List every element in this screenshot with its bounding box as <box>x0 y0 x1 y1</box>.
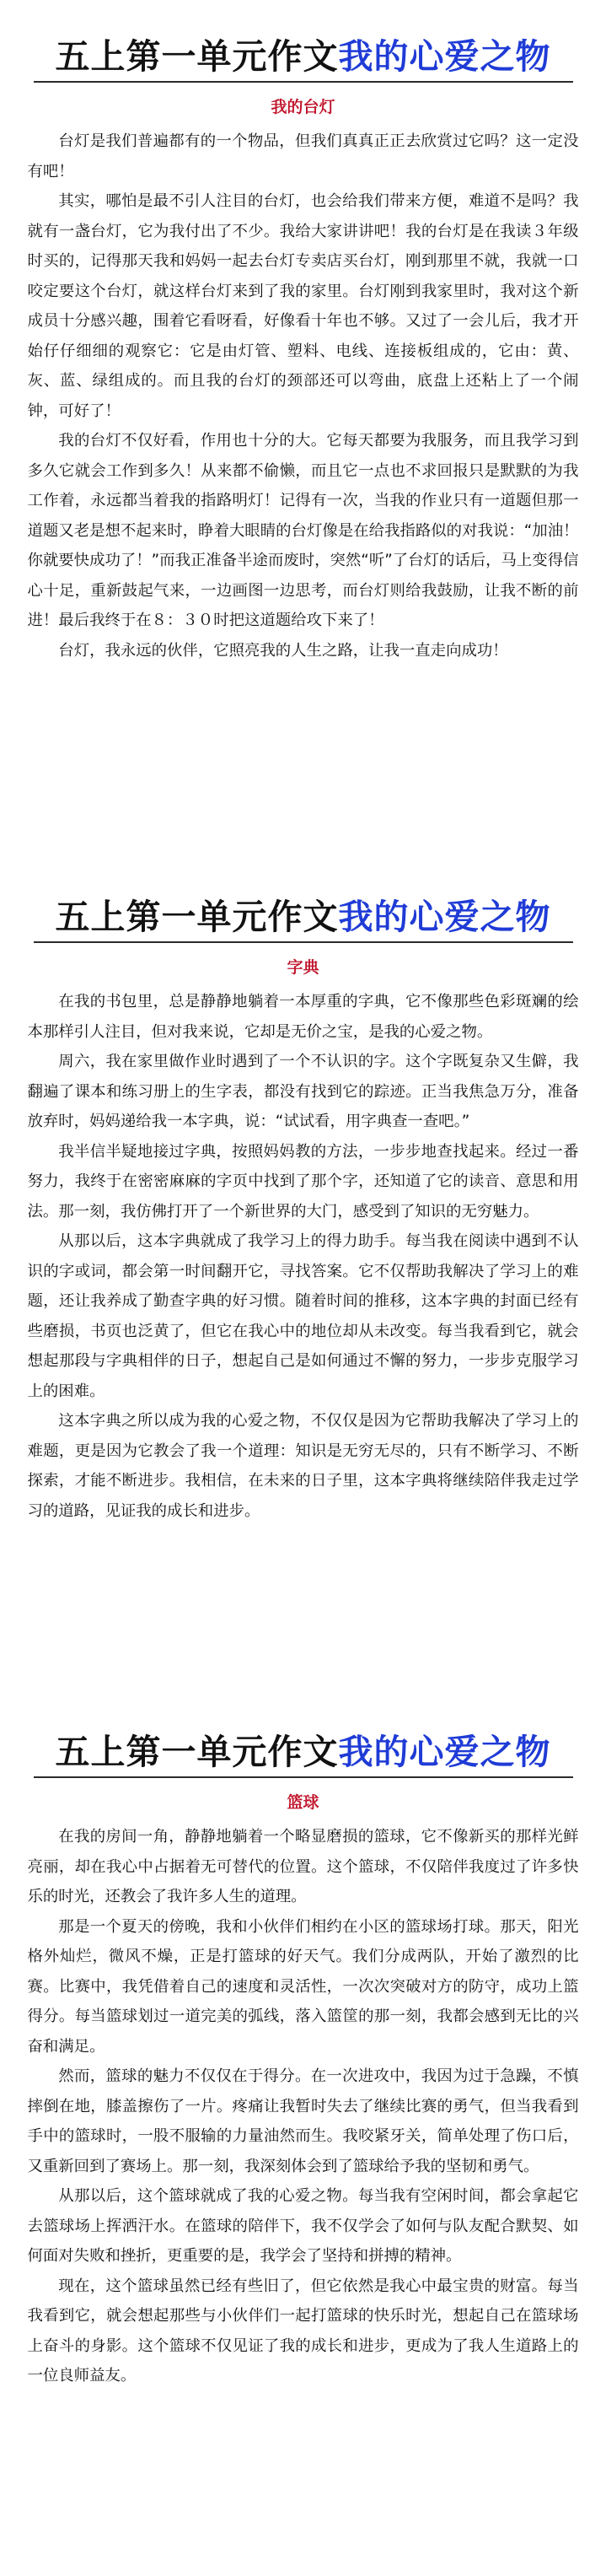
paragraph: 在我的房间一角，静静地躺着一个略显磨损的篮球，它不像新买的那样光鲜亮丽，却在我心中占据着无可替代的位置。这个篮球，不仅陪伴我度过了许多快乐的时光，还教会了我许多人生的道理。 <box>27 1828 579 1905</box>
essay-body <box>28 987 579 1526</box>
essay-header-title: 五上第一单元作文我的心爱之物 <box>55 897 551 937</box>
paragraph: 从那以后，这个篮球就成了我的心爱之物。每当我有空闲时间，都会拿起它去篮球场上挥洒汗水。在篮球的陪伴下，我不仅学会了如何与队友配合默契、如何面对失败和挫折，更重要的是，我学会了坚持和拼搏的精神。 <box>27 2187 579 2265</box>
essay-body <box>28 1822 579 2391</box>
paragraph: 那是一个夏天的傍晚，我和小伙伴们相约在小区的篮球场打球。那天，阳光格外灿烂，微风不燥，正是打篮球的好天气。我们分成两队，开始了激烈的比赛。比赛中，我凭借着自己的速度和灵活性，一次次突破对方的防守，成功上篮得分。每当篮球划过一道完美的弧线，落入篮筐的那一刻，我都会感到无比的兴奋和满足。 <box>27 1917 579 2056</box>
header-divider <box>34 1776 573 1778</box>
paragraph: 从那以后，这本字典就成了我学习上的得力助手。每当我在阅读中遇到不认识的字或词，都会第一时间翻开它，寻找答案。它不仅帮助我解决了学习上的难题，还让我养成了勤查字典的好习惯。随着时间的推移，这本字典的封面已经有些磨损，书页也泛黄了，但它在我心中的地位却从未改变。每当我看到它，就会想起那段与字典相伴的日子，想起自己是如何通过不懈的努力，一步步克服学习上的困难。 <box>27 1232 579 1400</box>
paragraph: 其实，哪怕是最不引人注目的台灯，也会给我们带来方便，难道不是吗？我就有一盏台灯，它为我付出了不少。我给大家讲讲吧！我的台灯是在我读３年级时买的，记得那天我和妈妈一起去台灯专卖店买台灯，刚到那里不就，我就一口咬定要这个台灯，就这样台灯来到了我的家里。台灯刚到我家里时，我对这个新成员十分感兴趣，围着它看呀看，好像看十年也不够。又过了一会儿后，我才开始仔仔细细的观察它：它是由灯管、塑料、电线、连接板组成的，它由：黄、灰、蓝、绿组成的。而且我的台灯的颈部还可以弯曲，底盘上还粘上了一个闹钟，可好了！ <box>27 192 579 420</box>
paragraph: 这本字典之所以成为我的心爱之物，不仅仅是因为它帮助我解决了学习上的难题，更是因为它教会了我一个道理：知识是无穷无尽的，只有不断学习、不断探索，才能不断进步。我相信，在未来的日子里，这本字典将继续陪伴我走过学习的道路，见证我的成长和进步。 <box>27 1412 579 1520</box>
paragraph: 现在，这个篮球虽然已经有些旧了，但它依然是我心中最宝贵的财富。每当我看到它，就会想起那些与小伙伴们一起打篮球的快乐时光，想起自己在篮球场上奋斗的身影。这个篮球不仅见证了我的成长和进步，更成为了我人生道路上的一位良师益友。 <box>27 2277 579 2385</box>
header-divider <box>34 81 573 83</box>
paragraph: 我的台灯不仅好看，作用也十分的大。它每天都要为我服务，而且我学习到多久它就会工作到多久！从来都不偷懒，而且它一点也不求回报只是默默的为我工作着，永远都当着我的指路明灯！记得有一次，当我的作业只有一道题但那一道题又老是想不起来时，睁着大眼睛的台灯像是在给我指路似的对我说：“加油！你就要快成功了！”而我正准备半途而废时，突然“听”了台灯的话后，马上变得信心十足，重新鼓起气来，一边画图一边思考，而台灯则给我鼓励，让我不断的前进！最后我终于在８：３０时把这道题给攻下来了！ <box>27 432 579 629</box>
essay-header <box>34 886 573 943</box>
essay-subtitle: 字典 <box>287 958 319 977</box>
essay-section-2 <box>0 886 606 1526</box>
header-divider <box>34 941 573 943</box>
essay-subtitle: 我的台灯 <box>271 98 335 116</box>
essay-subtitle: 篮球 <box>287 1793 319 1812</box>
paragraph: 台灯，我永远的伙伴，它照亮我的人生之路，让我一直走向成功！ <box>58 641 508 660</box>
essay-body <box>28 127 579 666</box>
essay-header-title: 五上第一单元作文我的心爱之物 <box>55 36 551 77</box>
paragraph: 在我的书包里，总是静静地躺着一本厚重的字典，它不像那些色彩斑斓的绘本那样引人注目，但对我来说，它却是无价之宝，是我的心爱之物。 <box>27 993 579 1041</box>
paragraph: 周六，我在家里做作业时遇到了一个不认识的字。这个字既复杂又生僻，我翻遍了课本和练习册上的生字表，都没有找到它的踪迹。正当我焦急万分，准备放弃时，妈妈递给我一本字典，说：“试试看，用字典查一查吧。” <box>27 1053 579 1130</box>
paragraph: 然而，篮球的魅力不仅仅在于得分。在一次进攻中，我因为过于急躁，不慎摔倒在地，膝盖擦伤了一片。疼痛让我暂时失去了继续比赛的勇气，但当我看到手中的篮球时，一股不服输的力量油然而生。我咬紧牙关，简单处理了伤口后，又重新回到了赛场上。那一刻，我深刻体会到了篮球给予我的坚韧和勇气。 <box>27 2067 579 2175</box>
paragraph: 我半信半疑地接过字典，按照妈妈教的方法，一步步地查找起来。经过一番努力，我终于在密密麻麻的字页中找到了那个字，还知道了它的读音、意思和用法。那一刻，我仿佛打开了一个新世界的大门，感受到了知识的无穷魅力。 <box>27 1142 579 1221</box>
paragraph: 台灯是我们普遍都有的一个物品，但我们真真正正去欣赏过它吗？这一定没有吧！ <box>27 132 579 181</box>
essay-header-title: 五上第一单元作文我的心爱之物 <box>55 1732 551 1772</box>
essay-header <box>34 25 573 83</box>
essay-header <box>34 1721 573 1778</box>
essay-section-3 <box>0 1721 606 2391</box>
essay-section-1 <box>0 25 606 666</box>
